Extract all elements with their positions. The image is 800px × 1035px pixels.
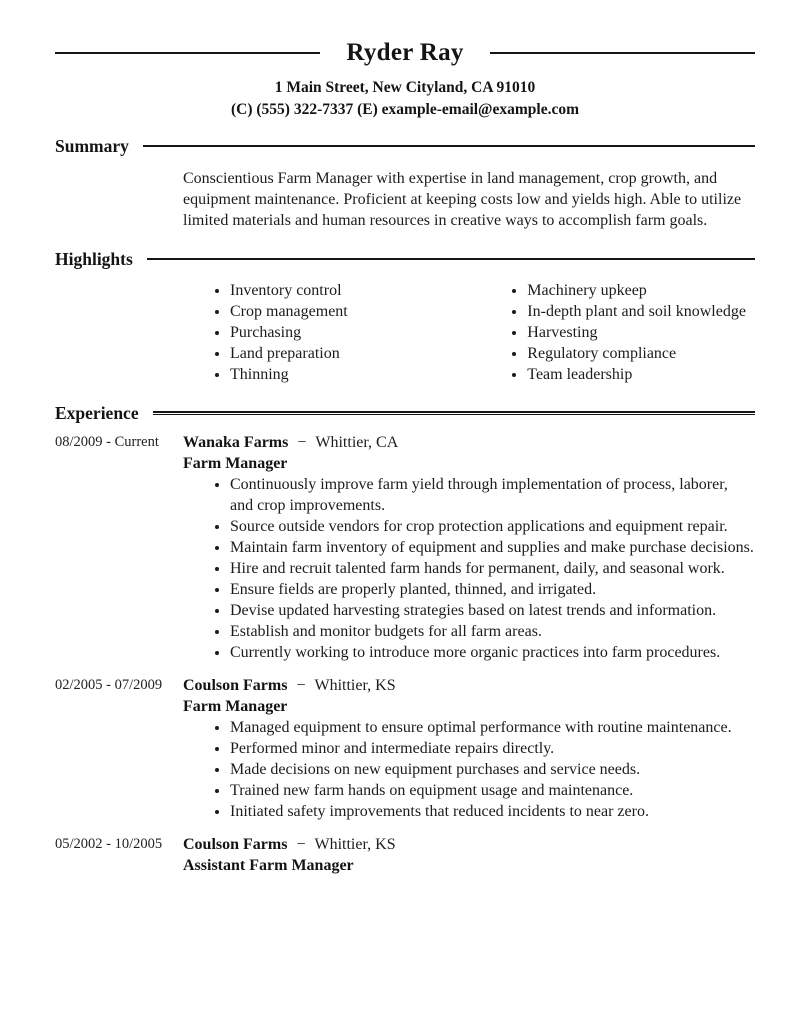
- job-duty-item: • Maintain farm inventory of equipment and supplies and make purchase decisions.: [230, 537, 755, 558]
- header-rule-left: [55, 52, 320, 54]
- job-title: Assistant Farm Manager: [183, 857, 354, 874]
- address-line: 1 Main Street, New Cityland, CA 91010: [274, 79, 536, 96]
- experience-title: Experience: [55, 403, 139, 423]
- entry-body: [183, 675, 755, 822]
- summary-rule: [143, 145, 755, 147]
- highlight-item: • Regulatory compliance: [527, 343, 755, 364]
- highlight-item: • Inventory control: [230, 280, 480, 301]
- summary-title: Summary: [55, 136, 129, 156]
- entry-dates: 05/2002 - 10/2005: [55, 836, 163, 852]
- company-line: [183, 675, 755, 696]
- job-duty-item: • Initiated safety improvements that reduced incidents to near zero.: [230, 801, 755, 822]
- job-duty-item: • Made decisions on new equipment purchases and service needs.: [230, 759, 755, 780]
- company-location: Whittier, KS: [314, 836, 396, 853]
- company-location: Whittier, KS: [314, 677, 396, 694]
- header-rule-right: [490, 52, 755, 54]
- job-duty-item: • Ensure fields are properly planted, thinned, and irrigated.: [230, 579, 755, 600]
- highlights-heading-row: [55, 248, 755, 270]
- person-name: Ryder Ray: [346, 39, 464, 66]
- experience-entry: [55, 675, 755, 822]
- highlights-section: [55, 248, 755, 385]
- highlight-item: • Thinning: [230, 364, 480, 385]
- highlights-rule: [147, 258, 755, 260]
- entry-body: [183, 432, 755, 663]
- job-duties-list: [183, 474, 755, 663]
- summary-text: Conscientious Farm Manager with expertise in land management, crop growth, and equipment maintenance. Proficient at keeping costs low and yields high. Able to utilize limited materials and human resources in creative ways to accomplish farm goals.: [183, 170, 742, 229]
- entry-dates: 02/2005 - 07/2009: [55, 677, 163, 693]
- company-location: Whittier, CA: [315, 434, 399, 451]
- summary-heading-row: [55, 135, 755, 157]
- job-duty-item: • Trained new farm hands on equipment usage and maintenance.: [230, 780, 755, 801]
- highlights-column-1: [183, 280, 480, 385]
- job-duty-item: • Continuously improve farm yield through implementation of process, laborer, and crop improvements.: [230, 474, 755, 516]
- company-name: Coulson Farms: [183, 677, 288, 694]
- highlight-item: • Harvesting: [527, 322, 755, 343]
- highlight-item: • Purchasing: [230, 322, 480, 343]
- experience-entry: [55, 834, 755, 876]
- company-line: [183, 432, 755, 453]
- company-location-dash: −: [297, 434, 307, 451]
- experience-section: [55, 402, 755, 876]
- experience-heading-row: [55, 402, 755, 424]
- job-duty-item: • Devise updated harvesting strategies based on latest trends and information.: [230, 600, 755, 621]
- resume-header: [55, 38, 755, 120]
- highlight-item: • Machinery upkeep: [527, 280, 755, 301]
- job-duty-item: • Source outside vendors for crop protection applications and equipment repair.: [230, 516, 755, 537]
- company-location-dash: −: [296, 836, 306, 853]
- company-location-dash: −: [296, 677, 306, 694]
- job-title: Farm Manager: [183, 698, 288, 715]
- job-duty-item: • Performed minor and intermediate repairs directly.: [230, 738, 755, 759]
- company-line: [183, 834, 755, 855]
- highlight-item: • In-depth plant and soil knowledge: [527, 301, 755, 322]
- job-duty-item: • Hire and recruit talented farm hands for permanent, daily, and seasonal work.: [230, 558, 755, 579]
- experience-entries: [55, 432, 755, 876]
- highlight-item: • Team leadership: [527, 364, 755, 385]
- job-duty-item: • Managed equipment to ensure optimal performance with routine maintenance.: [230, 717, 755, 738]
- highlight-item: • Crop management: [230, 301, 480, 322]
- entry-body: [183, 834, 755, 876]
- experience-entry: [55, 432, 755, 663]
- highlights-column-2: [480, 280, 755, 385]
- entry-dates: 08/2009 - Current: [55, 434, 159, 450]
- job-duty-item: • Establish and monitor budgets for all farm areas.: [230, 621, 755, 642]
- company-name: Wanaka Farms: [183, 434, 289, 451]
- summary-section: [55, 135, 755, 231]
- highlight-item: • Land preparation: [230, 343, 480, 364]
- highlights-title: Highlights: [55, 249, 133, 269]
- company-name: Coulson Farms: [183, 836, 288, 853]
- highlights-columns: [183, 280, 755, 385]
- job-duty-item: • Currently working to introduce more organic practices into farm procedures.: [230, 642, 755, 663]
- job-title: Farm Manager: [183, 455, 288, 472]
- job-duties-list: [183, 717, 755, 822]
- name-row: [55, 38, 755, 68]
- experience-double-rule: [153, 411, 755, 415]
- contact-line: (C) (555) 322-7337 (E) example-email@example.com: [230, 101, 579, 118]
